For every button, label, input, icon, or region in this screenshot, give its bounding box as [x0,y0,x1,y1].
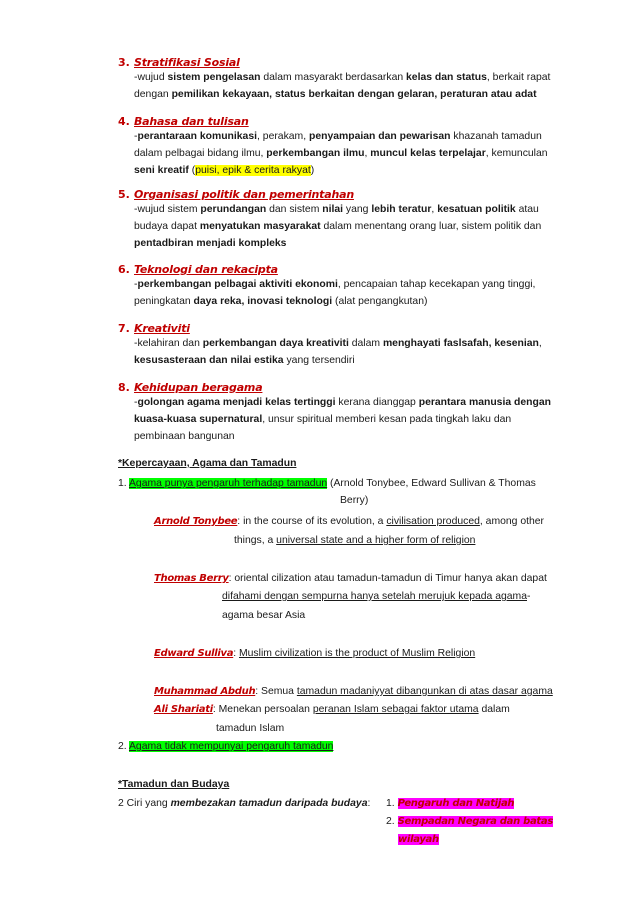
section-line [118,69,550,86]
quote-thomas: Thomas Berry: oriental cilization atau tamadun-tamadun di Timur hanya akan dapat [154,573,547,584]
text-run: budaya dapat [134,221,200,232]
section-line [118,145,548,162]
text-run: , pencapaian tahap kecekapan yang tinggi, [337,279,536,290]
section-7 [118,322,542,369]
text-run: pentadbiran menjadi kompleks [134,238,287,249]
text-run: , kemunculan [485,148,548,159]
section-line [118,128,548,145]
text-run: - [134,279,138,290]
quote-ali: Ali Shariati: Menekan persoalan peranan Islam sebagai faktor utama dalam [154,704,510,715]
budaya-point-2: 2. Sempadan Negara dan batas [386,816,553,827]
text-run: dan sistem [266,204,323,215]
section-number: 4. [118,115,130,128]
text-run: kerana dianggap [335,397,419,408]
text-run: , [364,148,371,159]
quote-ali-cont: tamadun Islam [216,723,285,734]
section-line [118,411,551,428]
section-line [118,428,551,445]
section-line [118,86,550,103]
budaya-point-1: 1. Pengaruh dan Natijah [386,798,515,809]
text-run: atau [515,204,539,215]
text-run: perantaraan komunikasi [137,131,258,142]
section-6 [118,263,535,310]
text-run: perkembangan daya kreativiti [202,338,349,349]
text-run: - [134,397,138,408]
text-run: - [134,131,138,142]
text-run: perundangan [200,204,267,215]
section-title: Organisasi politik dan pemerintahan [134,188,354,201]
text-run: daya reka, inovasi teknologi [193,296,333,307]
section-line [118,335,542,352]
section-number: 5. [118,188,130,201]
text-run: pemilikan kekayaan, status berkaitan dengan gelaran, peraturan atau adat [171,89,537,100]
text-run: kuasa-kuasa supernatural [134,414,263,425]
text-run: peningkatan [134,296,194,307]
text-run: ) [310,165,315,176]
kepercayaan-item-1-cont: Berry) [340,495,369,506]
text-run: -kelahiran dan [134,338,203,349]
text-run: ( [188,165,196,176]
text-run: (alat pengangkutan) [332,296,428,307]
text-run: perkembangan ilmu [266,148,365,159]
text-run: seni kreatif [134,165,189,176]
text-run: penyampaian dan pewarisan [309,131,451,142]
section-title: Bahasa dan tulisan [134,115,249,128]
section-line [118,293,535,310]
section-heading [118,381,551,394]
section-number: 3. [118,56,130,69]
text-run: , [431,204,438,215]
section-8 [118,381,551,445]
quote-thomas-cont2: agama besar Asia [222,610,306,621]
text-run: lebih teratur [371,204,432,215]
budaya-point-2-cont: wilayah [398,834,439,845]
quote-muhammad: Muhammad Abduh: Semua tamadun madaniyyat dibangunkan di atas dasar agama [154,686,553,697]
quote-thomas-cont: difahami dengan sempurna hanya setelah merujuk kepada agama- [222,591,531,602]
section-line [118,352,542,369]
text-run: kesusasteraan dan nilai estika [134,355,284,366]
text-run: menyatukan masyarakat [199,221,321,232]
text-run: yang [343,204,372,215]
text-run: pembinaan bangunan [134,431,235,442]
kepercayaan-heading: *Kepercayaan, Agama dan Tamadun [118,458,297,469]
text-run: , [538,338,542,349]
text-run: -wujud [134,72,168,83]
text-run: dengan [134,89,172,100]
kepercayaan-item-2: 2. Agama tidak mempunyai pengaruh tamadun [118,741,334,752]
kepercayaan-item-1: 1. Agama punya pengaruh terhadap tamadun (Arnold Tonybee, Edward Sullivan & Thomas [118,478,536,489]
text-run: yang tersendiri [283,355,355,366]
section-number: 7. [118,322,130,335]
text-run: perkembangan pelbagai aktiviti ekonomi [137,279,338,290]
section-title: Teknologi dan rekacipta [134,263,278,276]
text-run: nilai [322,204,344,215]
section-line [118,201,541,218]
section-3 [118,56,550,103]
section-4 [118,115,548,179]
text-run: , berkait rapat [486,72,551,83]
section-number: 8. [118,381,130,394]
section-title: Kehidupan beragama [134,381,263,394]
text-run: puisi, epik & cerita rakyat [195,165,311,176]
quote-arnold-cont: things, a universal state and a higher form of religion [234,535,476,546]
section-5 [118,188,541,252]
text-run: khazanah tamadun [450,131,542,142]
section-heading [118,188,541,201]
text-run: dalam menentang orang luar, sistem politik dan [320,221,542,232]
text-run: kesatuan politik [437,204,516,215]
section-line [118,218,541,235]
budaya-lead: 2 Ciri yang membezakan tamadun daripada budaya: [118,798,371,809]
text-run: perantara manusia dengan [418,397,551,408]
section-heading [118,115,548,128]
section-line [118,276,535,293]
text-run: dalam masyarakt berdasarkan [260,72,407,83]
section-heading [118,56,550,69]
section-title: Kreativiti [134,322,190,335]
text-run: menghayati faslsafah, kesenian [382,338,539,349]
text-run: muncul kelas terpelajar [370,148,486,159]
section-heading [118,263,535,276]
text-run: , unsur spiritual memberi kesan pada tingkah laku dan [262,414,512,425]
text-run: -wujud sistem [134,204,201,215]
text-run: golongan agama menjadi kelas tertinggi [137,397,336,408]
quote-arnold: Arnold Tonybee: in the course of its evolution, a civilisation produced, among other [154,516,545,527]
text-run: , perakam, [257,131,309,142]
quote-edward: Edward Sulliva: Muslim civilization is the product of Muslim Religion [154,648,476,659]
section-heading [118,322,542,335]
section-number: 6. [118,263,130,276]
section-title: Stratifikasi Sosial [134,56,240,69]
section-line [118,162,548,179]
section-line [118,394,551,411]
text-run: sistem pengelasan [167,72,261,83]
text-run: dalam pelbagai bidang ilmu, [134,148,267,159]
text-run: kelas dan status [406,72,487,83]
text-run: dalam [348,338,383,349]
budaya-heading: *Tamadun dan Budaya [118,779,230,790]
section-line [118,235,541,252]
